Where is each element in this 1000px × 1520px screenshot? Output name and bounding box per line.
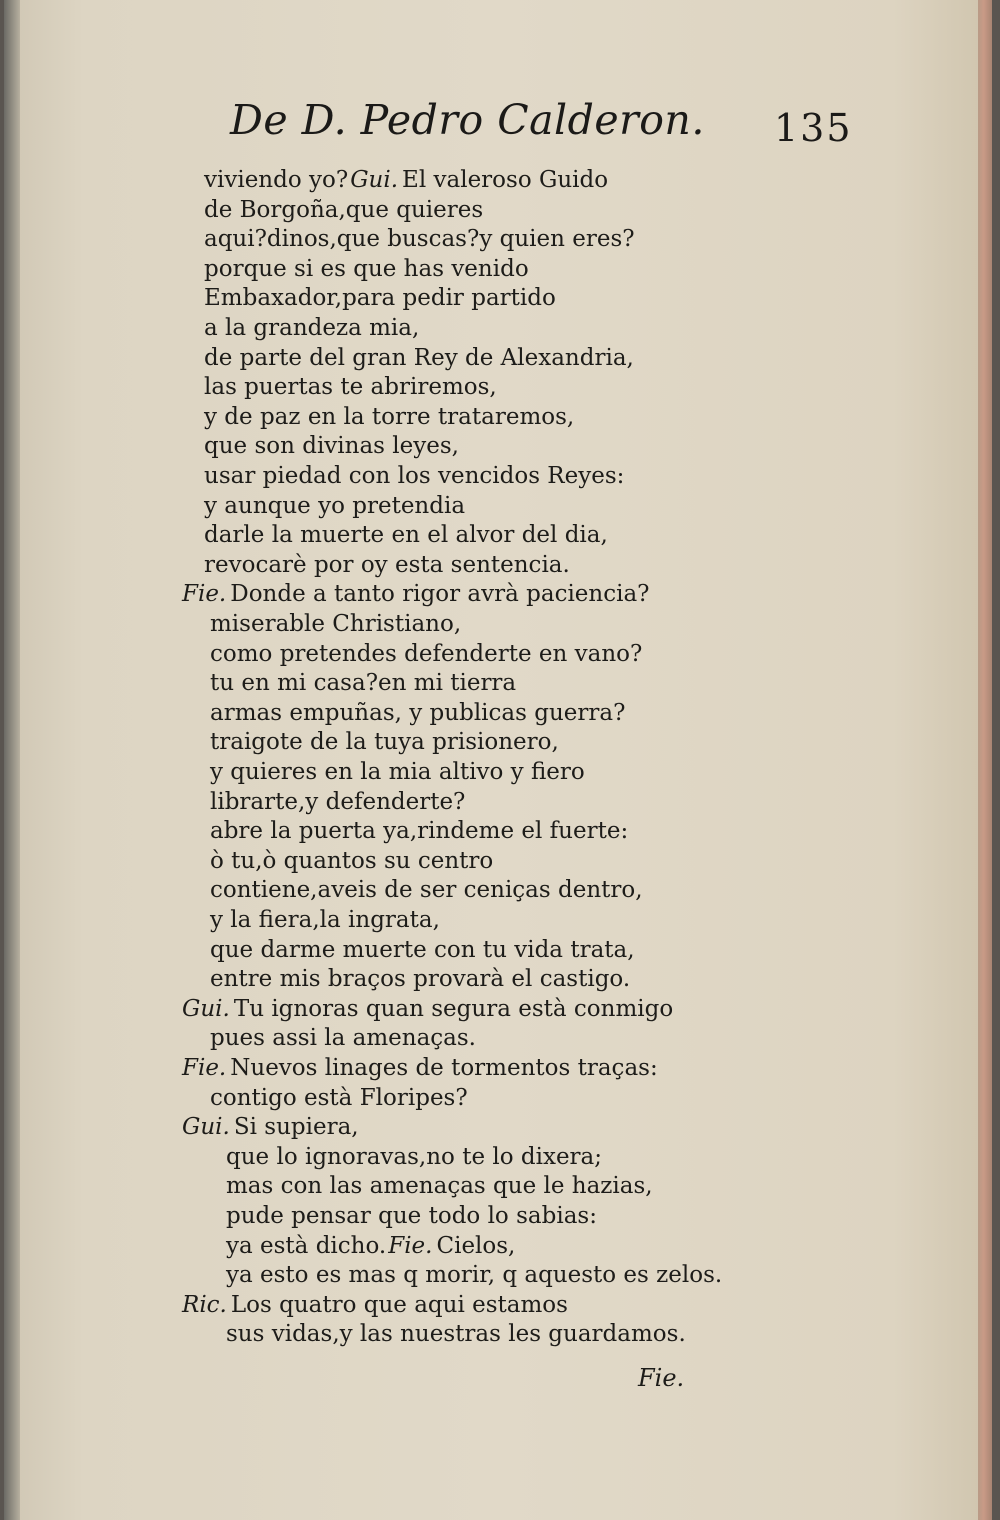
verse-line (226, 1143, 602, 1172)
verse-text-span: pues assi la amenaças. (210, 1025, 476, 1052)
speech-line-with-speaker (182, 1291, 568, 1320)
page-number: 135 (774, 106, 853, 150)
verse-text-span: como pretendes defenderte en vano? (210, 640, 643, 667)
verse-text-span: darle la muerte en el alvor del dia, (204, 522, 608, 549)
page-edge (978, 0, 992, 1520)
verse-line (210, 610, 461, 639)
verse-line (204, 373, 497, 402)
verse-text-span: que son divinas leyes, (204, 433, 459, 460)
verse-line (210, 728, 559, 757)
catchword: Fie. (638, 1364, 685, 1392)
verse-text-span: librarte,y defenderte? (210, 788, 466, 815)
verse-text-span: contiene,aveis de ser ceniças dentro, (210, 877, 643, 904)
verse-line (210, 640, 642, 669)
verse-text-span: a la grandeza mia, (204, 315, 420, 341)
book-page (4, 0, 992, 1520)
verse-text-span: mas con las amenaças que le hazias, (226, 1173, 653, 1200)
verse-line (204, 196, 483, 225)
verse-text-span: y quieres en la mia altivo y fiero (210, 759, 585, 785)
verse-line (210, 876, 643, 905)
verse-line (204, 403, 574, 432)
verse-line (204, 432, 459, 461)
verse-text-span: tu en mi casa?en mi tierra (210, 670, 517, 697)
verse-text-span: contigo està Floripes? (210, 1084, 468, 1111)
verse-text-span: armas empuñas, y publicas guerra? (210, 699, 626, 726)
verse-text-span: traigote de la tuya prisionero, (210, 729, 559, 756)
verse-text-span: El valeroso Guido (402, 167, 609, 193)
verse-line (210, 817, 628, 846)
speech-line-with-speaker (182, 1054, 658, 1083)
verse-line (210, 1084, 468, 1113)
verse-line (204, 166, 608, 195)
verse-text-span: ya està dicho. (226, 1232, 387, 1259)
verse-line (210, 965, 630, 994)
verse-text-span: aqui?dinos,que buscas?y quien eres? (204, 226, 635, 253)
verse-text-span: las puertas te abriremos, (204, 374, 497, 401)
speaker-abbreviation: Fie. (182, 1055, 227, 1081)
verse-text-span: Si supiera, (233, 1114, 359, 1141)
speaker-abbreviation: Fie. (182, 581, 227, 608)
verse-text-span: viviendo yo? (204, 167, 349, 193)
verse-line (226, 1232, 515, 1261)
speech-line-with-speaker (182, 995, 673, 1024)
verse-text-span: Tu ignoras quan segura està conmigo (233, 995, 674, 1022)
verse-text-span: abre la puerta ya,rindeme el fuerte: (210, 818, 629, 845)
verse-line (204, 314, 419, 343)
speech-line-with-speaker (182, 580, 650, 609)
verse-text-span: entre mis braços provarà el castigo. (210, 966, 631, 993)
verse-text-span: que lo ignoravas,no te lo dixera; (226, 1143, 603, 1170)
verse-line (204, 492, 465, 521)
speaker-abbreviation: Fie. (388, 1232, 433, 1259)
verse-line (210, 1024, 476, 1053)
verse-line (204, 521, 608, 550)
verse-text-span: Nuevos linages de tormentos traças: (230, 1055, 658, 1081)
verse-line (204, 462, 624, 491)
verse-line (226, 1202, 597, 1231)
verse-text-span: que darme muerte con tu vida trata, (210, 936, 635, 963)
verse-text-span: Donde a tanto rigor avrà paciencia? (230, 581, 650, 608)
verse-text-span: ò tu,ò quantos su centro (210, 847, 494, 874)
speech-line-with-speaker (182, 1113, 359, 1142)
verse-line (210, 758, 585, 787)
binding-gutter (4, 0, 20, 1520)
speaker-abbreviation: Gui. (182, 1114, 230, 1141)
verse-text-span: usar piedad con los vencidos Reyes: (204, 463, 625, 489)
verse-line (204, 344, 634, 373)
verse-line (226, 1320, 686, 1349)
verse-text-span: de parte del gran Rey de Alexandria, (204, 344, 634, 371)
verse-text-span: ya esto es mas q morir, q aquesto es zelos. (226, 1262, 723, 1289)
speaker-abbreviation: Gui. (182, 995, 230, 1022)
verse-text-span: y de paz en la torre trataremos, (204, 403, 575, 430)
verse-text-span: porque si es que has venido (204, 255, 529, 282)
verse-text-span: Los quatro que aqui estamos (230, 1291, 568, 1318)
verse-text-span: sus vidas,y las nuestras les guardamos. (226, 1321, 686, 1348)
verse-line (204, 284, 556, 313)
verse-line (226, 1261, 722, 1290)
verse-text-span: revocarè por oy esta sentencia. (204, 551, 570, 578)
verse-line (204, 225, 635, 254)
verse-text-span: miserable Christiano, (210, 611, 462, 637)
speaker-abbreviation: Ric. (182, 1291, 227, 1318)
verse-text-span: Cielos, (436, 1232, 516, 1259)
verse-line (210, 669, 516, 698)
speaker-abbreviation: Gui. (350, 167, 399, 193)
verse-text-span: y aunque yo pretendia (204, 492, 466, 519)
verse-line (204, 551, 570, 580)
verse-line (210, 936, 635, 965)
verse-text-span: y la fiera,la ingrata, (210, 907, 440, 933)
verse-line (210, 847, 493, 876)
running-head: De D. Pedro Calderon. (230, 96, 705, 144)
verse-line (204, 255, 529, 284)
verse-text-span: Embaxador,para pedir partido (204, 285, 556, 312)
verse-line (210, 906, 440, 935)
verse-text-span: de Borgoña,que quieres (204, 196, 484, 223)
verse-text-span: pude pensar que todo lo sabias: (226, 1203, 597, 1229)
verse-line (210, 788, 465, 817)
verse-line (226, 1172, 653, 1201)
verse-line (210, 699, 625, 728)
